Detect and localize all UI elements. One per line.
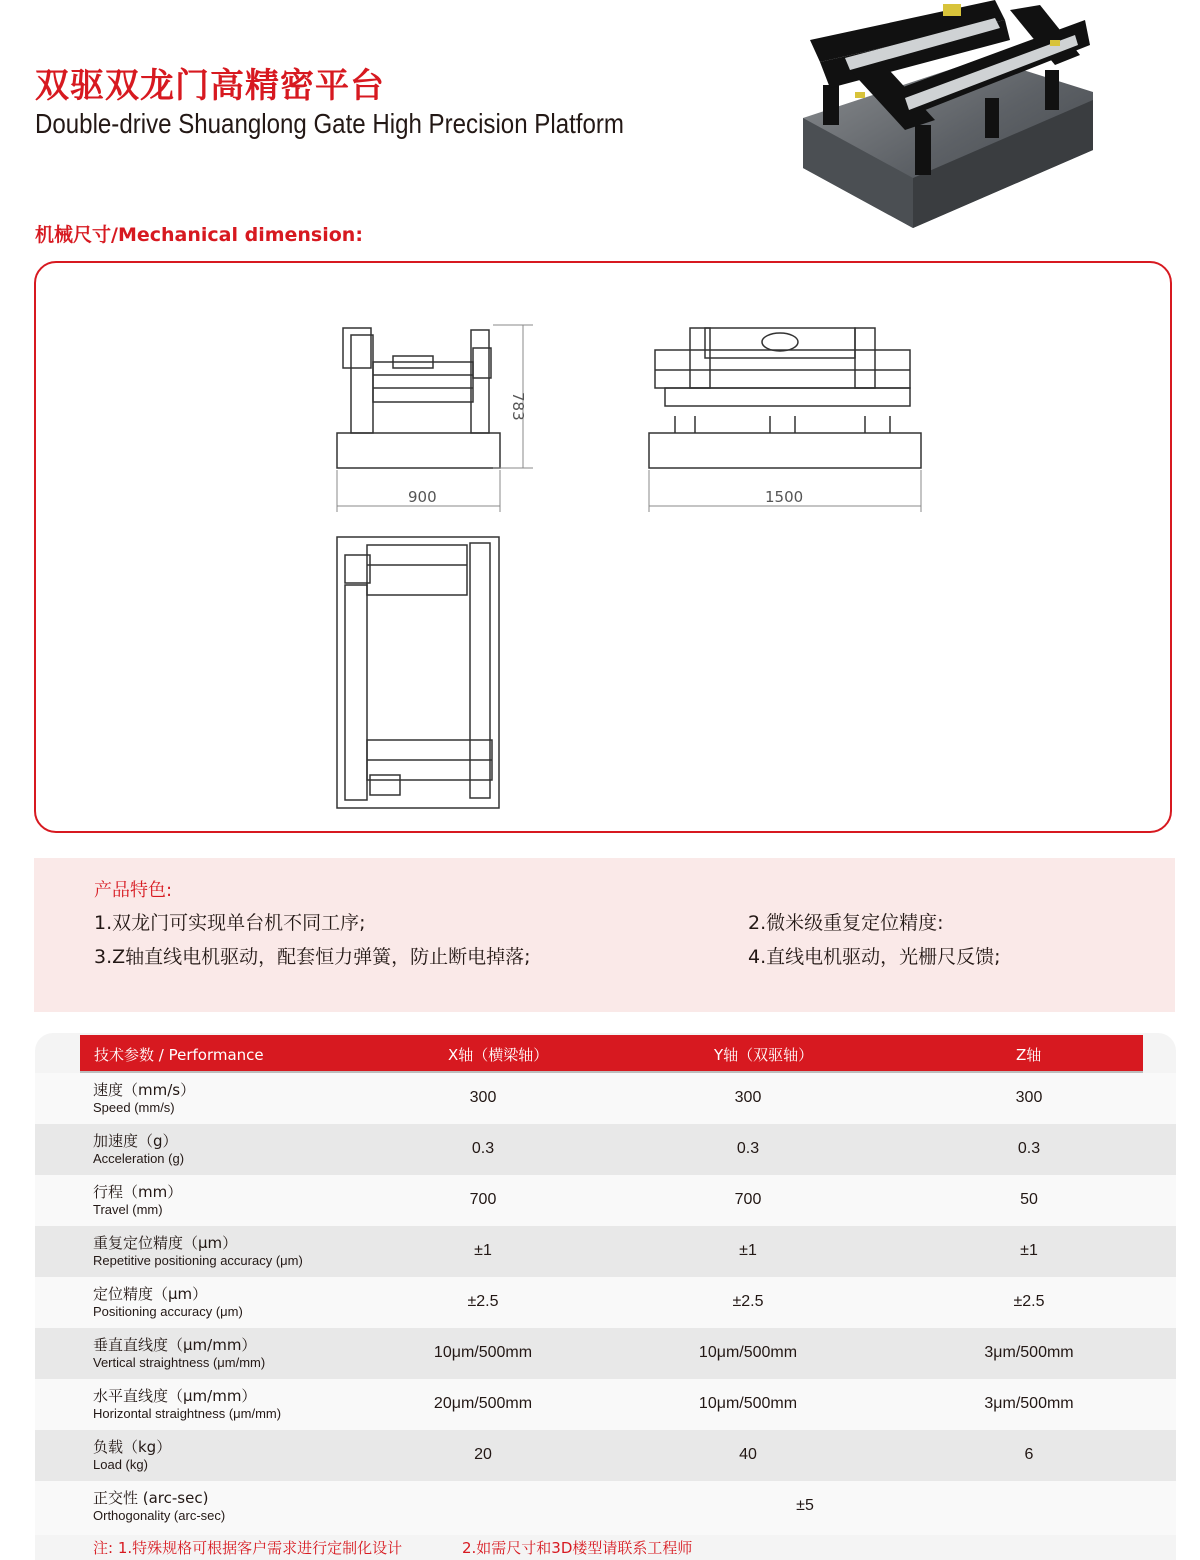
cell-z: ±1 bbox=[1020, 1242, 1038, 1259]
features-title: 产品特色: bbox=[94, 880, 173, 901]
table-row bbox=[35, 1430, 1176, 1481]
cell-z: ±2.5 bbox=[1013, 1293, 1045, 1310]
feature-item: 3.Z轴直线电机驱动，配套恒力弹簧，防止断电掉落; bbox=[94, 946, 531, 968]
features-panel bbox=[34, 858, 1175, 1012]
row-label-en: Speed (mm/s) bbox=[93, 1100, 175, 1115]
table-row bbox=[35, 1277, 1176, 1328]
cell-y: 40 bbox=[739, 1446, 757, 1463]
cell-z: 3μm/500mm bbox=[984, 1395, 1074, 1412]
header-x-axis: X轴（横梁轴） bbox=[448, 1046, 549, 1064]
cell-y: 10μm/500mm bbox=[698, 1344, 798, 1361]
side-width-label: 900 bbox=[408, 488, 437, 506]
spec-table-header bbox=[80, 1035, 1143, 1071]
feature-item: 4.直线电机驱动，光栅尺反馈; bbox=[748, 946, 1001, 968]
table-row bbox=[35, 1175, 1176, 1226]
row-label-en: Horizontal straightness (μm/mm) bbox=[93, 1406, 282, 1421]
feature-item: 1.双龙门可实现单台机不同工序; bbox=[94, 912, 366, 934]
side-view-drawing bbox=[333, 320, 533, 512]
cell-x: 20μm/500mm bbox=[433, 1395, 533, 1412]
row-label-en: Travel (mm) bbox=[93, 1202, 163, 1217]
header-y-axis: Y轴（双驱轴） bbox=[714, 1046, 814, 1064]
top-view-drawing bbox=[335, 535, 503, 811]
cell-z: 0.3 bbox=[1017, 1140, 1041, 1157]
row-label-cn: 行程（mm） bbox=[93, 1183, 183, 1201]
row-label-cn: 重复定位精度（μm） bbox=[93, 1234, 238, 1252]
table-row bbox=[35, 1226, 1176, 1277]
front-view-drawing bbox=[645, 320, 930, 512]
row-label-en: Positioning accuracy (μm) bbox=[93, 1304, 243, 1319]
table-row bbox=[35, 1073, 1176, 1124]
row-label-cn: 负载（kg） bbox=[93, 1438, 172, 1456]
cell-y: 0.3 bbox=[736, 1140, 760, 1157]
cell-y: 700 bbox=[734, 1191, 762, 1208]
cell-y: 300 bbox=[734, 1089, 762, 1106]
cell-x: 700 bbox=[469, 1191, 497, 1208]
cell-y: ±1 bbox=[739, 1242, 757, 1259]
cell-x: 10μm/500mm bbox=[433, 1344, 533, 1361]
row-label-en: Acceleration (g) bbox=[93, 1151, 185, 1166]
table-row bbox=[35, 1328, 1176, 1379]
row-label-en: Load (kg) bbox=[93, 1457, 148, 1472]
front-width-label: 1500 bbox=[765, 488, 804, 506]
table-row bbox=[35, 1124, 1176, 1175]
table-row-orthogonality bbox=[35, 1481, 1176, 1535]
cell-z: 3μm/500mm bbox=[984, 1344, 1074, 1361]
table-row bbox=[35, 1379, 1176, 1430]
cell-x: 20 bbox=[474, 1446, 492, 1463]
row-label-cn: 定位精度（μm） bbox=[93, 1285, 208, 1303]
feature-item: 2.微米级重复定位精度: bbox=[748, 912, 944, 934]
cell-x: ±1 bbox=[474, 1242, 492, 1259]
row-label-cn: 速度（mm/s） bbox=[93, 1081, 196, 1099]
row-label-cn: 垂直直线度（μm/mm） bbox=[93, 1336, 257, 1354]
row-label-cn: 水平直线度（μm/mm） bbox=[93, 1387, 257, 1405]
row-label-en: Orthogonality (arc-sec) bbox=[93, 1508, 226, 1523]
header-performance: 技术参数 / Performance bbox=[94, 1046, 264, 1064]
note-2: 2.如需尺寸和3D楼型请联系工程师 bbox=[462, 1539, 693, 1557]
row-label-cn: 正交性 (arc-sec) bbox=[93, 1489, 209, 1507]
row-label-en: Repetitive positioning accuracy (μm) bbox=[93, 1253, 303, 1268]
page-title: 双驱双龙门高精密平台 bbox=[35, 66, 385, 106]
cell-y: 10μm/500mm bbox=[698, 1395, 798, 1412]
cell-y: ±2.5 bbox=[732, 1293, 764, 1310]
section-label-mechanical-dimension: 机械尺寸/Mechanical dimension: bbox=[35, 224, 363, 246]
side-height-label: 783 bbox=[509, 392, 527, 421]
cell-x: 0.3 bbox=[471, 1140, 495, 1157]
product-image bbox=[795, 0, 1095, 240]
mechanical-dimension-panel bbox=[34, 261, 1172, 833]
cell-x: 300 bbox=[469, 1089, 497, 1106]
cell-z: 50 bbox=[1020, 1191, 1038, 1208]
cell-x: ±2.5 bbox=[467, 1293, 499, 1310]
cell-merged: ±5 bbox=[796, 1497, 814, 1514]
cell-z: 6 bbox=[1024, 1446, 1034, 1463]
header-z-axis: Z轴 bbox=[1016, 1046, 1042, 1064]
row-label-cn: 加速度（g） bbox=[93, 1132, 178, 1150]
note-1: 注: 1.特殊规格可根据客户需求进行定制化设计 bbox=[93, 1539, 403, 1557]
page-subtitle: Double-drive Shuanglong Gate High Precision Platform bbox=[35, 108, 624, 139]
row-label-en: Vertical straightness (μm/mm) bbox=[93, 1355, 266, 1370]
cell-z: 300 bbox=[1015, 1089, 1043, 1106]
